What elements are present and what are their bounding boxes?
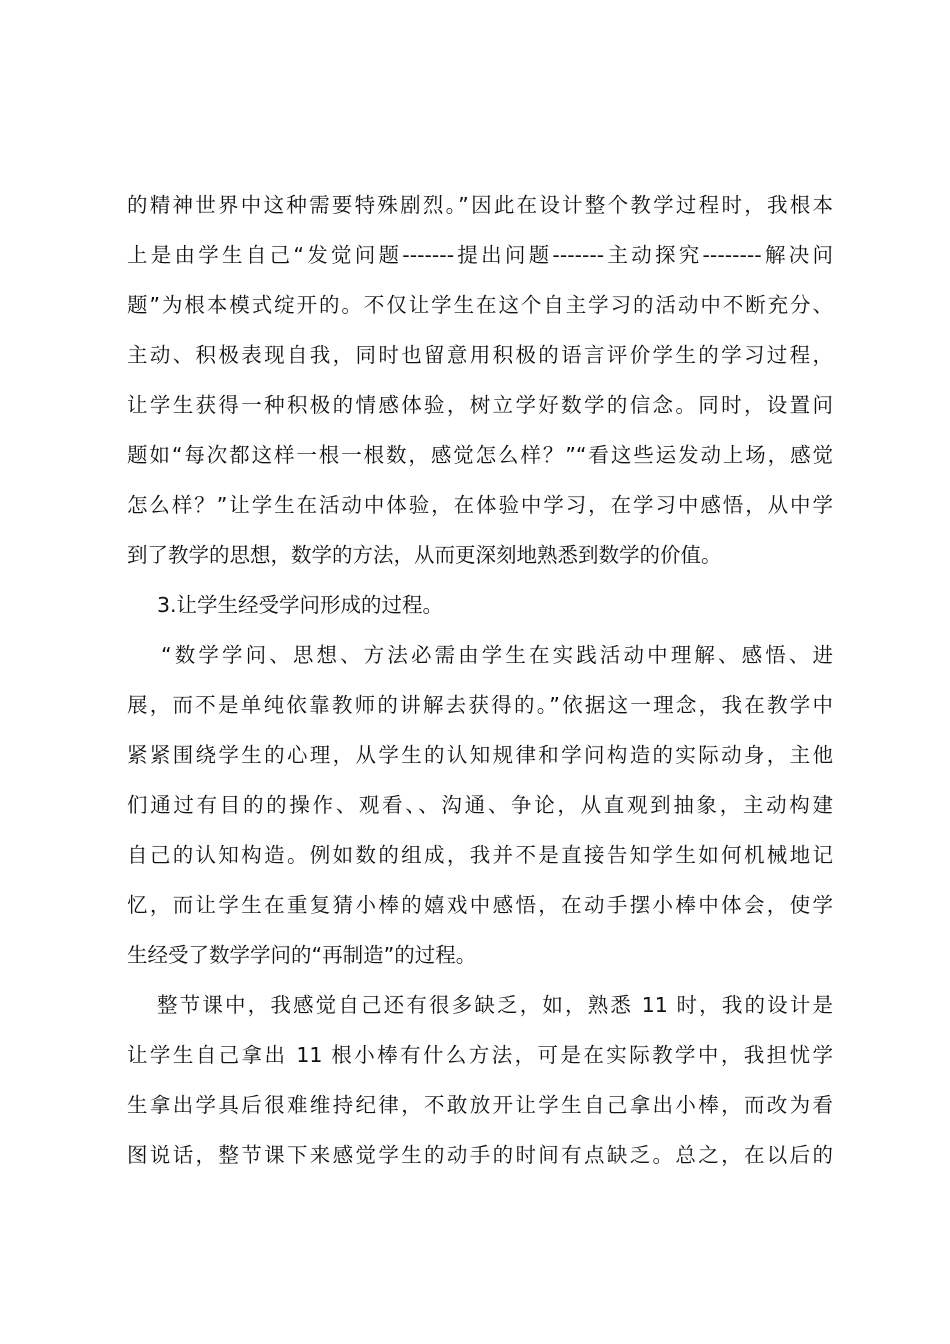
paragraph-first-line: 整节课中，我感觉自己还有很多缺乏，如，熟悉 11 时，我的设计是 <box>157 993 833 1017</box>
text-line: 上是由学生自己“发觉问题-------提出问题-------主动探究--------解决问 <box>127 243 833 267</box>
text-line: 怎么样？”让学生在活动中体验，在体验中学习，在学习中感悟，从中学 <box>127 493 833 517</box>
paragraph-last-line: 到了教学的思想，数学的方法，从而更深刻地熟悉到数学的价值。 <box>127 543 722 567</box>
text-line: 的精神世界中这种需要特殊剧烈。”因此在设计整个教学过程时，我根本 <box>127 193 833 217</box>
paragraph-first-line: “数学学问、思想、方法必需由学生在实践活动中理解、感悟、进 <box>161 643 833 667</box>
text-line: 展，而不是单纯依靠教师的讲解去获得的。”依据这一理念，我在教学中 <box>127 693 833 717</box>
text-line: 题”为根本模式绽开的。不仅让学生在这个自主学习的活动中不断充分、 <box>127 293 833 317</box>
text-line: 图说话，整节课下来感觉学生的动手的时间有点缺乏。总之，在以后的 <box>127 1143 833 1167</box>
text-line: 生拿出学具后很难维持纪律，不敢放开让学生自己拿出小棒，而改为看 <box>127 1093 833 1117</box>
document-body <box>127 180 833 1180</box>
text-line: 忆，而让学生在重复猜小棒的嬉戏中感悟，在动手摆小棒中体会，使学 <box>127 893 833 917</box>
text-line: 自己的认知构造。例如数的组成，我并不是直接告知学生如何机械地记 <box>127 843 833 867</box>
text-line: 主动、积极表现自我，同时也留意用积极的语言评价学生的学习过程， <box>127 343 833 367</box>
text-line: 紧紧围绕学生的心理，从学生的认知规律和学问构造的实际动身，主他 <box>127 743 833 767</box>
paragraph-last-line: 生经受了数学学问的“再制造”的过程。 <box>127 943 477 967</box>
text-line: 题如“每次都这样一根一根数，感觉怎么样？”“看这些运发动上场，感觉 <box>127 443 833 467</box>
text-line: 们通过有目的的操作、观看、、沟通、争论，从直观到抽象，主动构建 <box>127 793 833 817</box>
text-line: 让学生获得一种积极的情感体验，树立学好数学的信念。同时，设置问 <box>127 393 833 417</box>
section-heading: 3.让学生经受学问形成的过程。 <box>157 593 444 617</box>
text-line: 让学生自己拿出 11 根小棒有什么方法，可是在实际教学中，我担忧学 <box>127 1043 833 1067</box>
